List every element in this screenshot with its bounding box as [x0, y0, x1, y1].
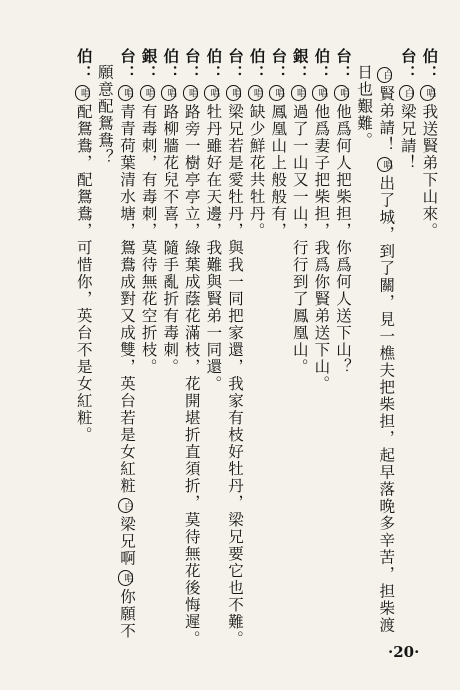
dialogue-text: 牡丹雖好在天邊，我難與賢弟一同還。	[204, 103, 223, 393]
dialogue-text: 你願不	[118, 588, 136, 640]
script-line	[161, 48, 181, 376]
stage-direction-tag: 唱	[75, 85, 90, 101]
stage-direction-tag: 唱	[118, 85, 133, 101]
script-line	[226, 48, 243, 648]
speaker-name: 台：	[118, 48, 137, 82]
dialogue-text: 他爲何人把柴担，你爲何人送下山？	[334, 103, 352, 376]
dialogue-text: 配鴛鴦，配鴛鴦，可惜你，英台不是女紅粧。	[74, 103, 93, 444]
script-line	[75, 48, 92, 444]
stage-direction-tag: 唱	[269, 85, 284, 101]
dialogue-text: 梁兄若是愛牡丹，與我一同把家還，我家有枝好牡丹，梁兄要它也不難。	[226, 103, 244, 648]
speaker-name: 伯：	[161, 48, 181, 82]
stage-direction-tag: 白	[118, 498, 133, 514]
stage-direction-tag: 唱	[140, 85, 155, 101]
stage-direction-tag: 唱	[334, 85, 349, 101]
script-line	[377, 64, 396, 634]
stage-direction-tag: 唱	[248, 85, 263, 101]
script-line	[96, 64, 112, 166]
dialogue-text: 出了城，到了關，見一樵夫把柴担，起早落晚多辛苦，担柴渡	[377, 175, 396, 634]
speaker-name: 台：	[398, 48, 418, 82]
speaker-name: 伯：	[312, 48, 332, 82]
speaker-name: 銀：	[139, 48, 159, 82]
stage-direction-tag: 唱	[312, 85, 327, 101]
speaker-name: 伯：	[420, 48, 440, 82]
stage-direction-tag: 白	[377, 67, 392, 83]
speaker-name: 台：	[182, 48, 202, 82]
speaker-name: 台：	[226, 48, 245, 82]
stage-direction-tag: 唱	[118, 570, 133, 586]
script-line	[420, 48, 440, 240]
dialogue-text: 梁兄啊	[118, 516, 136, 567]
stage-direction-tag: 唱	[226, 85, 241, 101]
stage-direction-tag: 唱	[204, 85, 219, 101]
script-line	[183, 48, 200, 648]
speaker-name: 銀：	[290, 48, 310, 82]
dialogue-text: 賢弟請！	[377, 85, 396, 154]
dialogue-text: 青青荷葉清水塘，鴛鴦成對又成雙，英台若是女紅粧	[118, 103, 136, 495]
speaker-name: 台：	[269, 48, 289, 82]
script-line	[140, 48, 157, 376]
stage-direction-tag: 白	[399, 85, 414, 101]
script-line	[118, 48, 135, 640]
script-line	[399, 48, 416, 172]
script-line	[356, 64, 372, 149]
dialogue-text: 有毒刺，有毒刺，莫待無花空折枝。	[139, 103, 158, 376]
dialogue-text: 日也艱難。	[355, 64, 374, 149]
speaker-name: 伯：	[74, 48, 94, 82]
stage-direction-tag: 唱	[161, 85, 176, 101]
dialogue-text: 缺少鮮花共牡丹。	[247, 103, 266, 240]
dialogue-text: 路旁一樹亭亭立，綠葉成蔭花滿枝，花開堪折直須折，莫待無花後悔遲。	[182, 103, 201, 648]
script-line	[291, 48, 308, 376]
speaker-name: 伯：	[247, 48, 267, 82]
stage-direction-tag: 唱	[377, 157, 392, 173]
dialogue-text: 路柳牆花兒不喜，隨手亂折有毒刺。	[161, 103, 180, 376]
dialogue-text: 鳳凰山上般般有，	[269, 103, 288, 240]
script-line	[269, 48, 289, 240]
dialogue-text: 他爲妻子把柴担，我爲你賢弟送下山。	[312, 103, 331, 393]
stage-direction-tag: 唱	[183, 85, 198, 101]
script-line	[334, 48, 351, 376]
stage-direction-tag: 唱	[420, 85, 435, 101]
dialogue-text: 願意配鴛鴦？	[95, 64, 114, 166]
script-line	[312, 48, 332, 393]
stage-direction-tag: 唱	[291, 85, 306, 101]
dialogue-text: 梁兄請！	[398, 103, 417, 172]
dialogue-text: 我送賢弟下山來。	[420, 103, 439, 240]
page-number: ·20·	[388, 643, 420, 661]
script-line	[248, 48, 265, 240]
speaker-name: 伯：	[204, 48, 224, 82]
speaker-name: 台：	[334, 48, 353, 82]
dialogue-text: 過了一山又一山，行行到了鳳凰山。	[290, 103, 309, 376]
script-line	[204, 48, 224, 393]
